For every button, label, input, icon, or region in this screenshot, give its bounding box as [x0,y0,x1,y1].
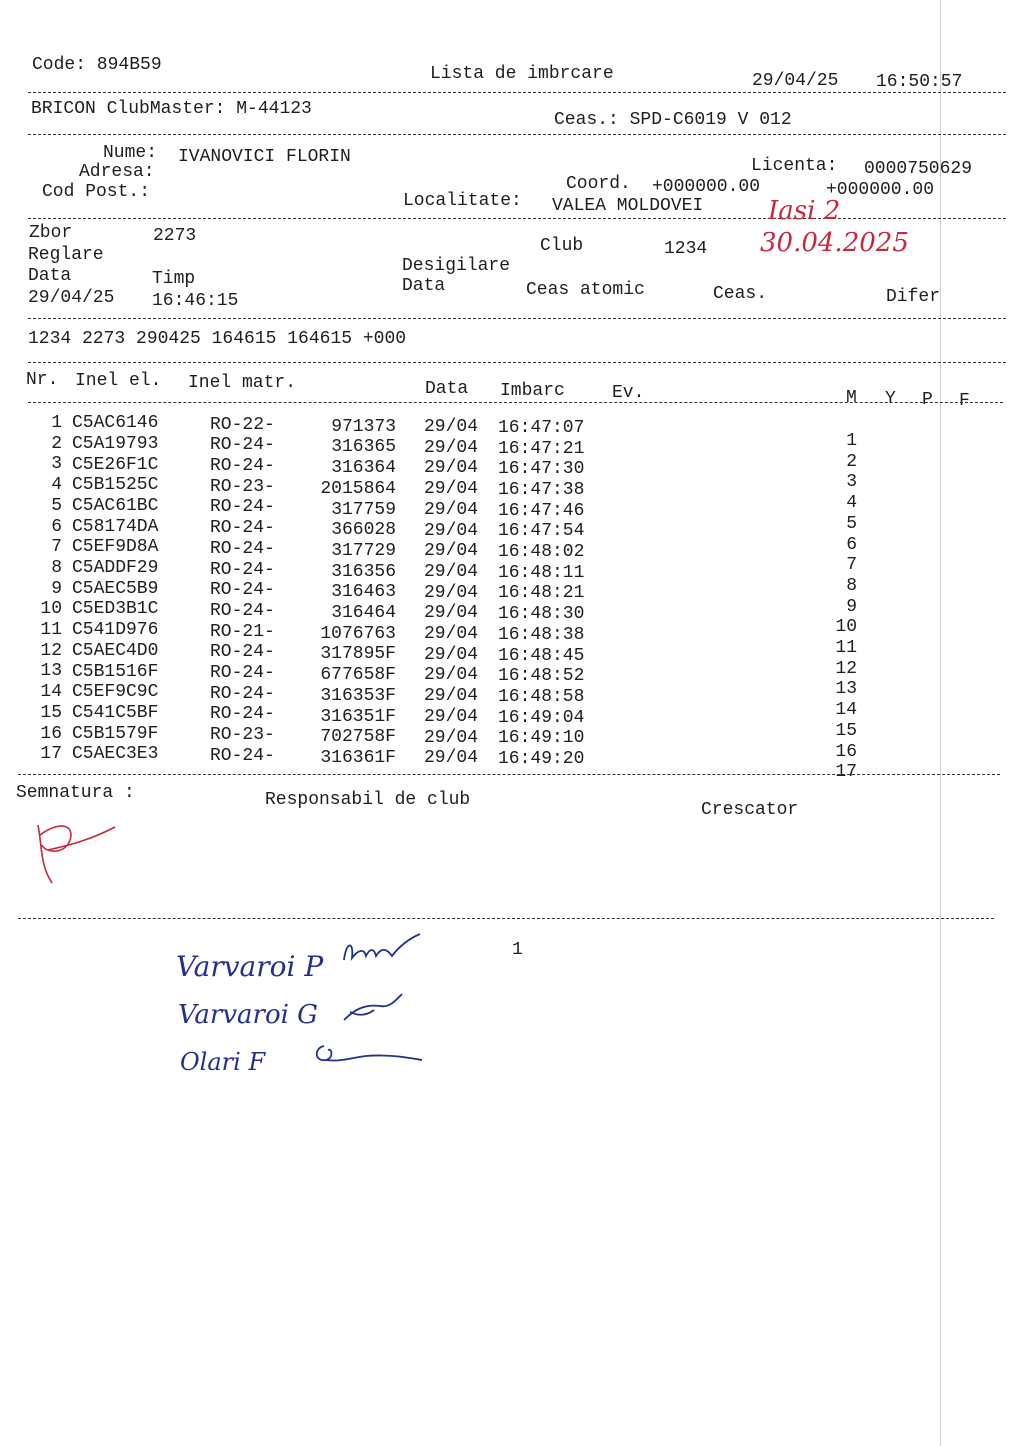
print-date: 29/04/25 [752,71,839,91]
col-header-p: P [922,390,933,410]
arrival-date: 29/04 [424,520,479,541]
coord-label: Coord. [566,174,631,194]
electronic-ring: C5B1516F [72,661,159,682]
ring-number: 702758F [320,727,396,748]
order-number: 7 [846,555,857,576]
ring-number: 317895F [320,644,396,665]
flight-code-line: 1234 2273 290425 164615 164615 +000 [28,329,407,349]
separator [18,918,994,919]
ring-number: 317729 [331,540,396,561]
arrival-date: 29/04 [424,541,479,562]
row-number: 1 [51,413,62,433]
ring-number: 316464 [331,603,396,623]
arrival-date: 29/04 [424,706,479,727]
breeder-label: Crescator [701,800,799,820]
separator [28,318,1006,319]
witness-name: Olari F [180,1048,266,1076]
boarding-time: 16:49:04 [498,707,585,728]
col-header-date: Data [425,379,469,399]
order-number: 5 [846,513,857,534]
license-label: Licenta: [751,156,838,176]
license-number: 0000750629 [864,159,973,179]
difference-label: Difer [886,287,941,307]
electronic-ring: C5E26F1C [72,454,159,475]
col-header-y: Y [885,389,896,409]
ring-number: 1076763 [320,623,396,644]
boarding-time: 16:47:46 [498,500,585,521]
order-number: 9 [846,596,857,617]
order-number: 8 [846,575,857,596]
boarding-time: 16:48:58 [498,686,585,707]
order-number: 11 [835,638,857,658]
arrival-date: 29/04 [424,417,479,437]
order-number: 4 [846,493,857,514]
electronic-ring: C5ADDF29 [72,558,159,578]
order-number: 15 [835,720,857,741]
boarding-time: 16:48:52 [498,666,585,687]
boarding-time: 16:47:21 [498,438,585,459]
address-label: Adresa: [79,162,155,182]
ring-prefix: RO-24- [210,642,275,663]
boarding-time: 16:47:54 [498,521,585,542]
witness-signature [310,1040,430,1075]
handwritten-race-location: Iasi 2 [768,196,841,226]
ring-prefix: RO-24- [210,704,275,725]
ring-prefix: RO-24- [210,663,275,683]
ring-prefix: RO-21- [210,621,275,642]
col-header-boarding: Imbarc [500,381,565,401]
order-number: 2 [846,451,857,472]
row-number: 14 [40,682,62,703]
row-number: 5 [51,495,62,516]
club-responsible-signature [30,815,130,890]
row-number: 4 [51,475,62,496]
arrival-date: 29/04 [424,644,479,665]
unsealing-date-label: Data [402,276,446,296]
row-number: 10 [40,599,62,620]
ring-number: 316353F [320,685,396,706]
row-number: 7 [51,537,62,558]
electronic-ring: C5EF9D8A [72,537,159,558]
code-label: Code: 894B59 [32,55,162,75]
ring-number: 316361F [320,747,396,768]
ring-number: 317759 [331,499,396,520]
row-number: 17 [40,744,62,765]
handwritten-race-date: 30.04.2025 [760,228,909,258]
row-number: 6 [51,516,62,537]
ring-number: 316365 [331,437,396,458]
flight-number: 2273 [153,226,197,246]
ring-number: 677658F [320,665,396,686]
order-number: 6 [846,534,857,555]
order-number: 3 [846,472,857,493]
ring-prefix: RO-23- [210,476,275,497]
ring-number: 366028 [331,520,396,541]
clock-label: Ceas. [713,284,768,304]
ring-number: 316364 [331,458,396,479]
arrival-date: 29/04 [424,603,479,624]
ring-prefix: RO-24- [210,580,275,601]
boarding-time: 16:47:30 [498,459,585,480]
electronic-ring: C5B1579F [72,723,159,744]
signature-label: Semnatura : [16,783,135,803]
arrival-date: 29/04 [424,665,479,686]
row-number: 11 [40,620,62,640]
row-number: 13 [40,661,62,682]
boarding-time: 16:48:02 [498,542,585,562]
order-number: 13 [835,679,857,700]
arrival-date: 29/04 [424,479,479,500]
electronic-ring: C5EF9C9C [72,682,159,703]
col-header-m: M [846,388,857,408]
ring-prefix: RO-24- [210,745,275,766]
page-number: 1 [512,940,523,960]
ring-prefix: RO-24- [210,600,275,621]
order-number: 12 [835,658,857,679]
order-number: 10 [835,617,857,638]
document-title: Lista de imbrcare [430,64,614,84]
coord-x: +000000.00 [652,177,761,197]
separator [28,92,1006,93]
col-header-electronic-ring: Inel el. [75,371,162,391]
boarding-time: 16:48:21 [498,583,585,604]
ring-prefix: RO-24- [210,456,275,476]
setting-label: Reglare [28,245,104,265]
clock-id: Ceas.: SPD-C6019 V 012 [554,110,792,130]
electronic-ring: C5AC61BC [72,495,159,516]
owner-name: IVANOVICI FLORIN [178,147,351,167]
ring-prefix: RO-24- [210,435,275,456]
locality-label: Localitate: [403,191,522,211]
col-header-nr: Nr. [26,370,59,390]
print-time: 16:50:57 [876,72,963,92]
row-number: 2 [51,433,62,454]
separator [28,362,1006,363]
coord-y: +000000.00 [826,180,935,200]
boarding-time: 16:49:10 [498,728,585,749]
row-number: 16 [40,723,62,744]
separator [18,774,1000,775]
electronic-ring: C5ED3B1C [72,599,159,620]
col-header-ev: Ev. [612,383,645,403]
arrival-date: 29/04 [424,748,479,769]
arrival-date: 29/04 [424,561,479,582]
boarding-time: 16:48:11 [498,562,585,583]
col-header-f: F [959,391,970,411]
ring-number: 316351F [320,706,396,727]
col-header-registration-ring: Inel matr. [188,373,297,393]
unsealing-label: Desigilare [402,256,511,276]
row-number: 3 [51,454,62,475]
setting-time: 16:46:15 [152,291,239,311]
row-number: 12 [40,640,62,661]
club-label: Club [540,236,584,256]
order-number: 17 [835,762,857,783]
order-number: 1 [846,431,857,451]
separator [28,218,1006,219]
club-number: 1234 [664,239,708,259]
electronic-ring: C5AC6146 [72,413,159,434]
boarding-time: 16:48:38 [498,624,585,645]
setting-date-label: Data [28,266,72,286]
witness-name: Varvaroi G [178,1000,318,1030]
setting-time-label: Timp [152,269,196,289]
separator [28,402,1003,403]
arrival-date: 29/04 [424,437,479,458]
electronic-ring: C5B1525C [72,475,159,496]
ring-number: 316463 [331,582,396,603]
ring-prefix: RO-24- [210,497,275,518]
order-number: 16 [835,741,857,762]
electronic-ring: C541C5BF [72,702,159,723]
witness-name: Varvaroi P [176,950,324,983]
row-number: 15 [40,702,62,723]
atomic-clock-label: Ceas atomic [526,280,645,300]
name-label: Nume: [103,143,158,163]
ring-prefix: RO-23- [210,725,275,746]
ring-prefix: RO-24- [210,518,275,539]
arrival-date: 29/04 [424,686,479,707]
electronic-ring: C541D976 [72,620,159,641]
boarding-time: 16:48:30 [498,604,585,625]
boarding-time: 16:47:38 [498,479,585,500]
order-number: 14 [835,700,857,721]
arrival-date: 29/04 [424,458,479,479]
ring-number: 971373 [331,416,396,437]
flight-label: Zbor [29,223,73,243]
arrival-date: 29/04 [424,624,479,644]
separator [28,134,1006,135]
clubmaster-label: BRICON ClubMaster: M-44123 [31,99,312,119]
electronic-ring: C5AEC5B9 [72,578,159,599]
electronic-ring: C58174DA [72,516,159,537]
ring-number: 2015864 [320,478,396,499]
boarding-time: 16:49:20 [498,749,585,769]
ring-prefix: RO-22- [210,414,275,435]
witness-signature [340,930,440,980]
locality: VALEA MOLDOVEI [552,196,704,216]
arrival-date: 29/04 [424,499,479,520]
paper-edge [940,0,941,1446]
postcode-label: Cod Post.: [42,182,151,202]
electronic-ring: C5AEC3E3 [72,744,159,765]
boarding-time: 16:48:45 [498,645,585,666]
boarding-time: 16:47:07 [498,417,585,438]
ring-prefix: RO-24- [210,683,275,704]
arrival-date: 29/04 [424,582,479,603]
electronic-ring: C5AEC4D0 [72,640,159,661]
row-number: 9 [51,578,62,599]
arrival-date: 29/04 [424,727,479,748]
row-number: 8 [51,557,62,578]
ring-prefix: RO-24- [210,559,275,580]
club-responsible-label: Responsabil de club [265,790,471,810]
electronic-ring: C5A19793 [72,433,159,454]
setting-date: 29/04/25 [28,288,115,308]
ring-prefix: RO-24- [210,538,275,559]
ring-number: 316356 [331,561,396,582]
witness-signature [340,990,410,1030]
